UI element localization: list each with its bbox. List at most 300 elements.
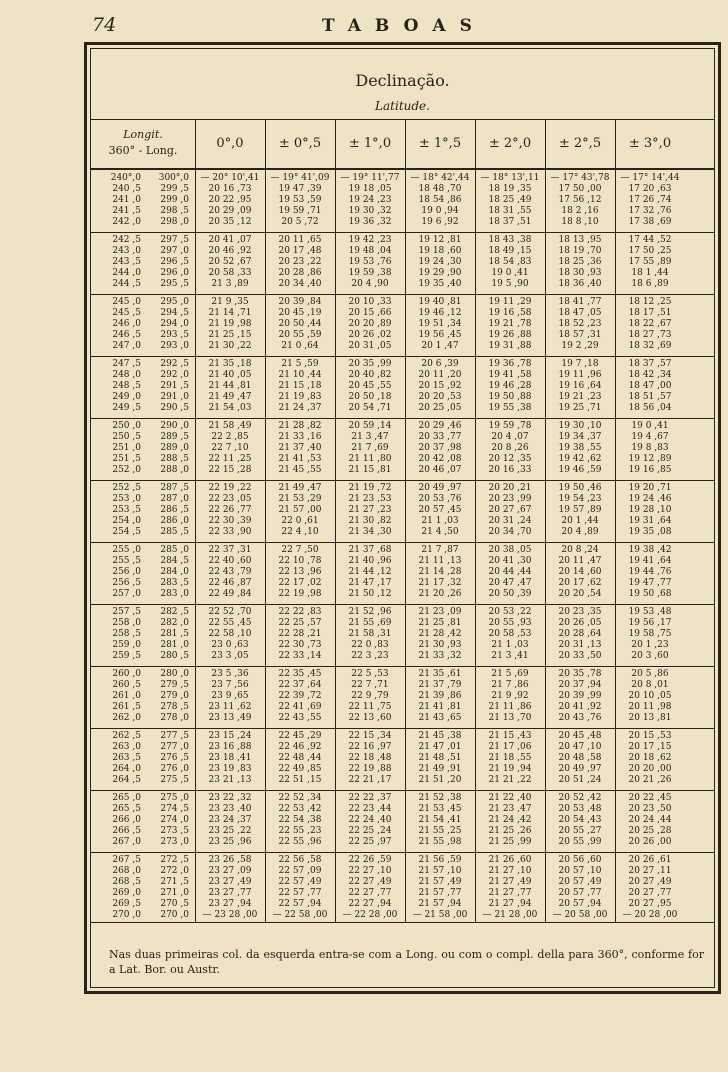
declination-cell: 21 19 ,83 [278, 392, 322, 402]
longitude-cell: 245 ,0 [112, 297, 141, 307]
declination-cell: 21 45 ,38 [418, 731, 462, 741]
declination-cell: 19 59 ,38 [348, 268, 392, 278]
declination-cell: 18 27 ,73 [628, 330, 672, 340]
declination-cell: 19 30 ,10 [558, 421, 602, 431]
longitude-cell: 251 ,0 [112, 443, 141, 453]
declination-cell: 22 41 ,69 [278, 702, 322, 712]
declination-cell: 20 39 ,99 [558, 691, 602, 701]
declination-cell: 20 52 ,67 [208, 257, 252, 267]
declination-cell: 22 11 ,75 [348, 702, 392, 712]
declination-cell: 19 38 ,42 [628, 545, 672, 555]
declination-cell: 21 58 ,31 [348, 629, 392, 639]
declination-cell: 20 27 ,67 [488, 505, 532, 515]
longitude-cell: 241 ,0 [112, 195, 141, 205]
declination-cell: 20 1 ,44 [561, 516, 599, 526]
declination-cell: 20 5 ,72 [281, 217, 319, 227]
declination-cell: 21 27 ,94 [488, 899, 532, 909]
longitude-cell: 244 ,5 [112, 279, 141, 289]
declination-cell: 18 1 ,44 [631, 268, 669, 278]
declination-cell: 22 43 ,55 [278, 713, 322, 723]
complement-longitude-cell: 289 ,5 [160, 432, 189, 442]
declination-cell: 20 37 ,98 [418, 443, 462, 453]
declination-cell: 21 5 ,69 [491, 669, 529, 679]
declination-cell: 20 55 ,27 [558, 826, 602, 836]
complement-longitude-cell: 283 ,5 [160, 578, 189, 588]
declination-cell: 18 30 ,93 [558, 268, 602, 278]
declination-cell: 23 25 ,96 [208, 837, 252, 847]
declination-cell: 19 46 ,12 [418, 308, 462, 318]
complement-longitude-cell: 284 ,0 [160, 567, 189, 577]
declination-cell: 22 26 ,77 [208, 505, 252, 515]
declination-cell: 20 20 ,89 [348, 319, 392, 329]
complement-longitude-cell: 274 ,5 [160, 804, 189, 814]
declination-cell: 19 28 ,10 [628, 505, 672, 515]
longitude-cell: 256 ,0 [112, 567, 141, 577]
complement-longitude-cell: 283 ,0 [160, 589, 189, 599]
declination-cell: 20 46 ,07 [418, 465, 462, 475]
declination-cell: 18 32 ,69 [628, 341, 672, 351]
complement-longitude-cell: 296 ,5 [160, 257, 189, 267]
declination-cell: 21 19 ,94 [488, 764, 532, 774]
table-bottom-rule [91, 922, 714, 923]
declination-cell: 20 57 ,45 [418, 505, 462, 515]
declination-cell: 23 22 ,32 [208, 793, 252, 803]
declination-cell: 20 41 ,30 [488, 556, 532, 566]
longitude-cell: 269 ,5 [112, 899, 141, 909]
complement-longitude-cell: 281 ,5 [160, 629, 189, 639]
declination-cell: 22 57 ,77 [278, 888, 322, 898]
declination-cell: 22 48 ,44 [278, 753, 322, 763]
declination-cell: 20 15 ,66 [348, 308, 392, 318]
longitude-cell: 261 ,5 [112, 702, 141, 712]
declination-cell: 20 6 ,39 [421, 359, 459, 369]
declination-cell: 19 41 ,58 [488, 370, 532, 380]
declination-cell: 22 43 ,79 [208, 567, 252, 577]
complement-longitude-cell: 297 ,0 [160, 246, 189, 256]
declination-cell: 20 38 ,05 [488, 545, 532, 555]
declination-cell: 22 13 ,60 [348, 713, 392, 723]
declination-cell: 21 13 ,70 [488, 713, 532, 723]
declination-cell: 22 17 ,02 [278, 578, 322, 588]
declination-cell: 21 57 ,94 [418, 899, 462, 909]
declination-cell: 21 34 ,30 [348, 527, 392, 537]
latitude-header: 0°,0 [216, 136, 244, 151]
declination-cell: 20 33 ,77 [418, 432, 462, 442]
declination-cell: 19 12 ,81 [418, 235, 462, 245]
column-divider [265, 120, 266, 922]
longitude-cell: 240°,0 [110, 173, 141, 183]
complement-longitude-cell: 271 ,0 [160, 888, 189, 898]
longitude-cell: 268 ,0 [112, 866, 141, 876]
declination-cell: 22 57 ,49 [278, 877, 322, 887]
declination-cell: 20 26 ,61 [628, 855, 672, 865]
declination-cell: 19 16 ,58 [488, 308, 532, 318]
declination-cell: 22 51 ,15 [278, 775, 322, 785]
declination-cell: 22 55 ,23 [278, 826, 322, 836]
declination-cell: 20 29 ,09 [208, 206, 252, 216]
row-block [91, 480, 714, 543]
declination-cell: 22 25 ,24 [348, 826, 392, 836]
declination-cell: 18 25 ,36 [558, 257, 602, 267]
declination-cell: 17 32 ,76 [628, 206, 672, 216]
declination-cell: 19 4 ,67 [631, 432, 669, 442]
declination-cell: 19 36 ,78 [488, 359, 532, 369]
declination-cell: 20 57 ,77 [558, 888, 602, 898]
declination-cell: 22 30 ,73 [278, 640, 322, 650]
row-block [91, 418, 714, 481]
complement-longitude-cell: 291 ,5 [160, 381, 189, 391]
declination-cell: 20 45 ,55 [348, 381, 392, 391]
longitude-cell: 259 ,5 [112, 651, 141, 661]
table-note: Nas duas primeiras col. da esquerda entra-se com a Long. ou com o compl. della para 360°, conforme for a Lat. Bor. ou Austr. [109, 948, 704, 976]
complement-longitude-cell: 288 ,0 [160, 465, 189, 475]
declination-cell: 21 19 ,98 [208, 319, 252, 329]
declination-cell: 21 53 ,45 [418, 804, 462, 814]
declination-cell: 20 47 ,47 [488, 578, 532, 588]
declination-cell: 21 24 ,37 [278, 403, 322, 413]
column-divider [405, 120, 406, 922]
declination-cell: 18 17 ,51 [628, 308, 672, 318]
longitude-cell: 264 ,5 [112, 775, 141, 785]
declination-cell: 20 34 ,70 [488, 527, 532, 537]
longitude-cell: 258 ,5 [112, 629, 141, 639]
declination-cell: — 19° 41',09 [270, 173, 330, 183]
declination-cell: 21 33 ,32 [418, 651, 462, 661]
longitude-cell: 248 ,0 [112, 370, 141, 380]
table-inner-frame [90, 48, 715, 988]
longitude-cell: 242 ,0 [112, 217, 141, 227]
declination-cell: 20 26 ,02 [348, 330, 392, 340]
complement-longitude-cell: 300°,0 [158, 173, 189, 183]
declination-cell: 21 30 ,93 [418, 640, 462, 650]
declination-cell: 21 25 ,26 [488, 826, 532, 836]
declination-cell: 19 55 ,38 [488, 403, 532, 413]
declination-cell: 19 25 ,71 [558, 403, 602, 413]
declination-cell: 21 18 ,55 [488, 753, 532, 763]
declination-cell: 20 20 ,54 [558, 589, 602, 599]
declination-cell: 18 37 ,57 [628, 359, 672, 369]
declination-cell: 21 47 ,17 [348, 578, 392, 588]
declination-cell: 21 35 ,18 [208, 359, 252, 369]
longitude-cell: 263 ,5 [112, 753, 141, 763]
longitude-cell: 261 ,0 [112, 691, 141, 701]
declination-cell: 22 27 ,10 [348, 866, 392, 876]
declination-cell: 20 3 ,60 [631, 651, 669, 661]
complement-longitude-cell: 276 ,0 [160, 764, 189, 774]
declination-cell: 21 15 ,43 [488, 731, 532, 741]
declination-cell: 18 31 ,55 [488, 206, 532, 216]
running-title: TABOAS [322, 16, 486, 36]
longitude-cell: 248 ,5 [112, 381, 141, 391]
declination-cell: 20 28 ,64 [558, 629, 602, 639]
declination-cell: 21 44 ,81 [208, 381, 252, 391]
declination-cell: 20 10 ,33 [348, 297, 392, 307]
declination-cell: 22 26 ,59 [348, 855, 392, 865]
declination-cell: 20 16 ,33 [488, 465, 532, 475]
complement-longitude-cell: 285 ,5 [160, 527, 189, 537]
declination-cell: 20 14 ,60 [558, 567, 602, 577]
longitude-cell: 258 ,0 [112, 618, 141, 628]
declination-cell: 19 40 ,81 [418, 297, 462, 307]
declination-cell: 22 46 ,92 [278, 742, 322, 752]
declination-cell: — 22 58 ,00 [272, 910, 328, 920]
declination-cell: — 20 28 ,00 [622, 910, 678, 920]
declination-cell: 20 24 ,44 [628, 815, 672, 825]
longitude-cell: 249 ,0 [112, 392, 141, 402]
longitude-cell: 240 ,5 [112, 184, 141, 194]
longitude-cell: 253 ,0 [112, 494, 141, 504]
declination-cell: 17 55 ,89 [628, 257, 672, 267]
declination-cell: 18 47 ,05 [558, 308, 602, 318]
declination-cell: 19 38 ,55 [558, 443, 602, 453]
declination-cell: 23 25 ,22 [208, 826, 252, 836]
declination-cell: 18 19 ,70 [558, 246, 602, 256]
declination-cell: 21 17 ,06 [488, 742, 532, 752]
complement-longitude-cell: 277 ,5 [160, 731, 189, 741]
declination-cell: 20 8 ,01 [631, 680, 669, 690]
declination-cell: 22 27 ,94 [348, 899, 392, 909]
longitude-header-line2: 360° - Long. [108, 144, 178, 157]
declination-cell: 20 18 ,62 [628, 753, 672, 763]
declination-cell: 22 33 ,90 [208, 527, 252, 537]
declination-cell: 20 23 ,50 [628, 804, 672, 814]
declination-cell: 21 27 ,77 [488, 888, 532, 898]
complement-longitude-cell: 295 ,5 [160, 279, 189, 289]
longitude-cell: 249 ,5 [112, 403, 141, 413]
complement-longitude-cell: 279 ,0 [160, 691, 189, 701]
declination-cell: 21 55 ,98 [418, 837, 462, 847]
declination-cell: 18 6 ,89 [631, 279, 669, 289]
row-block [91, 232, 714, 295]
complement-longitude-cell: 295 ,0 [160, 297, 189, 307]
declination-cell: 19 31 ,64 [628, 516, 672, 526]
declination-cell: 21 7 ,87 [421, 545, 459, 555]
declination-cell: 22 52 ,34 [278, 793, 322, 803]
declination-cell: 20 1 ,47 [421, 341, 459, 351]
declination-cell: 20 8 ,24 [561, 545, 599, 555]
declination-cell: 22 46 ,87 [208, 578, 252, 588]
declination-cell: 22 19 ,88 [348, 764, 392, 774]
declination-cell: 22 19 ,22 [208, 483, 252, 493]
declination-cell: 19 29 ,90 [418, 268, 462, 278]
declination-cell: 20 23 ,22 [278, 257, 322, 267]
declination-cell: 21 44 ,12 [348, 567, 392, 577]
declination-cell: 19 35 ,40 [418, 279, 462, 289]
declination-cell: 20 53 ,48 [558, 804, 602, 814]
row-block [91, 542, 714, 605]
complement-longitude-cell: 282 ,5 [160, 607, 189, 617]
declination-cell: 21 49 ,47 [278, 483, 322, 493]
declination-cell: 20 33 ,50 [558, 651, 602, 661]
declination-cell: 19 53 ,48 [628, 607, 672, 617]
longitude-cell: 252 ,0 [112, 465, 141, 475]
declination-cell: 20 11 ,98 [628, 702, 672, 712]
declination-cell: 23 16 ,88 [208, 742, 252, 752]
complement-longitude-cell: 287 ,5 [160, 483, 189, 493]
declination-cell: 20 11 ,47 [558, 556, 602, 566]
declination-cell: 20 26 ,00 [628, 837, 672, 847]
complement-longitude-cell: 287 ,0 [160, 494, 189, 504]
complement-longitude-cell: 289 ,0 [160, 443, 189, 453]
declination-cell: 17 56 ,12 [558, 195, 602, 205]
declination-cell: 20 27 ,11 [628, 866, 672, 876]
declination-cell: 21 54 ,41 [418, 815, 462, 825]
declination-cell: 19 18 ,05 [348, 184, 392, 194]
declination-cell: 18 22 ,67 [628, 319, 672, 329]
complement-longitude-cell: 285 ,0 [160, 545, 189, 555]
declination-cell: 21 41 ,81 [418, 702, 462, 712]
declination-cell: 22 28 ,21 [278, 629, 322, 639]
declination-cell: 22 52 ,70 [208, 607, 252, 617]
longitude-cell: 263 ,0 [112, 742, 141, 752]
declination-cell: — 23 28 ,00 [202, 910, 258, 920]
declination-cell: 18 42 ,34 [628, 370, 672, 380]
longitude-cell: 241 ,5 [112, 206, 141, 216]
complement-longitude-cell: 271 ,5 [160, 877, 189, 887]
longitude-cell: 265 ,0 [112, 793, 141, 803]
declination-cell: 20 35 ,99 [348, 359, 392, 369]
declination-cell: 20 31 ,24 [488, 516, 532, 526]
declination-cell: 20 59 ,14 [348, 421, 392, 431]
complement-longitude-cell: 290 ,5 [160, 403, 189, 413]
complement-longitude-cell: 298 ,5 [160, 206, 189, 216]
declination-cell: 21 58 ,49 [208, 421, 252, 431]
declination-cell: 20 16 ,73 [208, 184, 252, 194]
column-divider [335, 120, 336, 922]
declination-cell: 19 0 ,41 [491, 268, 529, 278]
declination-cell: — 20° 10',41 [200, 173, 260, 183]
declination-cell: 19 11 ,96 [558, 370, 602, 380]
declination-cell: 21 52 ,38 [418, 793, 462, 803]
declination-cell: 21 49 ,91 [418, 764, 462, 774]
declination-cell: 20 29 ,46 [418, 421, 462, 431]
declination-cell: 20 37 ,94 [558, 680, 602, 690]
declination-cell: — 17° 43',78 [550, 173, 610, 183]
declination-cell: 21 17 ,32 [418, 578, 462, 588]
latitude-header: ± 3°,0 [628, 136, 672, 151]
declination-cell: 21 30 ,82 [348, 516, 392, 526]
declination-cell: 21 1 ,03 [491, 640, 529, 650]
declination-cell: 18 51 ,57 [628, 392, 672, 402]
declination-cell: 19 46 ,59 [558, 465, 602, 475]
declination-cell: 19 8 ,83 [631, 443, 669, 453]
declination-cell: 19 5 ,90 [491, 279, 529, 289]
declination-cell: 18 36 ,40 [558, 279, 602, 289]
complement-longitude-cell: 278 ,0 [160, 713, 189, 723]
complement-longitude-cell: 294 ,0 [160, 319, 189, 329]
declination-cell: 23 0 ,63 [211, 640, 249, 650]
declination-cell: 19 31 ,88 [488, 341, 532, 351]
declination-cell: 21 4 ,50 [421, 527, 459, 537]
declination-cell: 21 11 ,13 [418, 556, 462, 566]
declination-cell: 21 7 ,69 [351, 443, 389, 453]
declination-cell: 22 27 ,49 [348, 877, 392, 887]
declination-cell: 20 57 ,94 [558, 899, 602, 909]
declination-cell: 20 20 ,21 [488, 483, 532, 493]
declination-cell: 19 11 ,29 [488, 297, 532, 307]
declination-cell: 20 48 ,58 [558, 753, 602, 763]
declination-cell: 20 5 ,86 [631, 669, 669, 679]
declination-cell: — 21 58 ,00 [412, 910, 468, 920]
declination-cell: 19 51 ,34 [418, 319, 462, 329]
longitude-cell: 245 ,5 [112, 308, 141, 318]
declination-cell: 23 5 ,36 [211, 669, 249, 679]
row-block [91, 666, 714, 729]
declination-cell: 20 41 ,07 [208, 235, 252, 245]
declination-cell: 19 50 ,46 [558, 483, 602, 493]
declination-cell: — 18° 13',11 [480, 173, 540, 183]
complement-longitude-cell: 288 ,5 [160, 454, 189, 464]
declination-cell: 21 57 ,49 [418, 877, 462, 887]
declination-cell: 20 26 ,05 [558, 618, 602, 628]
declination-cell: 20 50 ,18 [348, 392, 392, 402]
declination-cell: 19 7 ,18 [561, 359, 599, 369]
declination-cell: 23 15 ,24 [208, 731, 252, 741]
declination-cell: 20 58 ,53 [488, 629, 532, 639]
declination-cell: 22 7 ,10 [211, 443, 249, 453]
declination-cell: 18 13 ,95 [558, 235, 602, 245]
declination-cell: 19 21 ,78 [488, 319, 532, 329]
declination-cell: 21 57 ,77 [418, 888, 462, 898]
declination-cell: 23 27 ,09 [208, 866, 252, 876]
declination-cell: 21 52 ,96 [348, 607, 392, 617]
longitude-cell: 246 ,0 [112, 319, 141, 329]
declination-cell: — 21 28 ,00 [482, 910, 538, 920]
declination-cell: 19 24 ,23 [348, 195, 392, 205]
declination-cell: 22 37 ,64 [278, 680, 322, 690]
declination-cell: 22 39 ,72 [278, 691, 322, 701]
longitude-cell: 267 ,5 [112, 855, 141, 865]
declination-cell: 17 38 ,69 [628, 217, 672, 227]
longitude-cell: 243 ,0 [112, 246, 141, 256]
declination-cell: 22 33 ,14 [278, 651, 322, 661]
column-divider [195, 120, 196, 922]
declination-cell: 18 43 ,38 [488, 235, 532, 245]
declination-cell: 20 27 ,77 [628, 888, 672, 898]
column-divider [475, 120, 476, 922]
declination-cell: 19 42 ,23 [348, 235, 392, 245]
declination-cell: 18 8 ,10 [561, 217, 599, 227]
longitude-cell: 260 ,5 [112, 680, 141, 690]
longitude-cell: 259 ,0 [112, 640, 141, 650]
declination-cell: 22 2 ,85 [211, 432, 249, 442]
complement-longitude-cell: 284 ,5 [160, 556, 189, 566]
declination-cell: 21 50 ,12 [348, 589, 392, 599]
declination-cell: 19 48 ,04 [348, 246, 392, 256]
declination-cell: 20 22 ,95 [208, 195, 252, 205]
declination-cell: 18 37 ,51 [488, 217, 532, 227]
longitude-cell: 253 ,5 [112, 505, 141, 515]
declination-cell: 21 28 ,42 [418, 629, 462, 639]
longitude-cell: 266 ,5 [112, 826, 141, 836]
declination-cell: 23 7 ,56 [211, 680, 249, 690]
declination-cell: 21 25 ,81 [418, 618, 462, 628]
declination-cell: 17 26 ,74 [628, 195, 672, 205]
declination-cell: 19 57 ,89 [558, 505, 602, 515]
declination-cell: 20 12 ,35 [488, 454, 532, 464]
declination-cell: 20 1 ,23 [631, 640, 669, 650]
declination-cell: 21 37 ,79 [418, 680, 462, 690]
declination-cell: 20 25 ,28 [628, 826, 672, 836]
declination-cell: 20 11 ,65 [278, 235, 322, 245]
declination-cell: 22 3 ,23 [351, 651, 389, 661]
longitude-cell: 254 ,0 [112, 516, 141, 526]
declination-cell: 22 54 ,38 [278, 815, 322, 825]
declination-cell: 19 56 ,17 [628, 618, 672, 628]
declination-cell: 21 24 ,42 [488, 815, 532, 825]
declination-cell: 22 24 ,40 [348, 815, 392, 825]
declination-cell: 22 25 ,57 [278, 618, 322, 628]
